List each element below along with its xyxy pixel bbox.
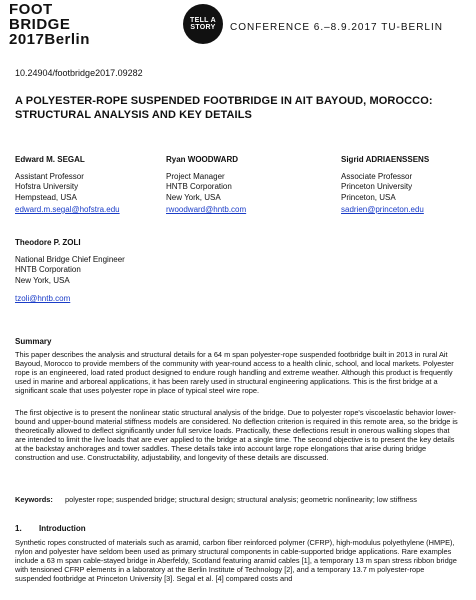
- paper-title: A POLYESTER-ROPE SUSPENDED FOOTBRIDGE IN AIT BAYOUD, MOROCCO: STRUCTURAL ANALYSIS AND KEY DETAILS: [15, 95, 433, 121]
- author-email-link[interactable]: rwoodward@hntb.com: [166, 205, 247, 214]
- section-title: Introduction: [39, 524, 86, 533]
- author-org: Princeton University: [341, 182, 413, 191]
- author-block: [341, 155, 429, 216]
- doi: 10.24904/footbridge2017.09282: [15, 68, 143, 78]
- author-org: HNTB Corporation: [166, 182, 232, 191]
- author-name: Edward M. SEGAL: [15, 155, 85, 164]
- author-email-link[interactable]: edward.m.segal@hofstra.edu: [15, 205, 120, 214]
- author-block: [166, 155, 246, 216]
- author-org: HNTB Corporation: [15, 265, 81, 274]
- tell-a-story-badge: [183, 4, 223, 44]
- author-name: Sigrid ADRIAENSSENS: [341, 155, 430, 164]
- introduction-paragraph: Synthetic ropes constructed of materials such as aramid, carbon fiber reinforced polymer (CFRP), high-modulus polyethylene (HMPE), nylon and polyester have seldom been used as primary structural components in cable-supported bridge applications. Rare examples include a 63 m span cable-stayed bridge in Aberfeldy, Scotland featuring aramid cables [1], a temporary 13 m span stress ribbon bridge with tensioned CFRP elements in a laboratory at the Berlin Institute of Technology [2], and a temporary 13.7 m polyester-rope suspended footbridge at Princeton University [3]. Segal et al. [4] compared costs and: [15, 538, 457, 584]
- keywords-text: polyester rope; suspended bridge; structural design; structural analysis; geometric nonlinearity; low stiffness: [65, 495, 417, 504]
- summary-paragraph-2: The first objective is to present the nonlinear static structural analysis of the bridge. Due to polyester rope's viscoelastic behavior lower-bound and upper-bound material stiffness models are considered. No deflection criterion is required in this remote area, so the bridge is theoretically allowed to deflect significantly under full service loads. Practically, these deflections result in onerous walking slopes that are intended to limit the live loads that are ever applied to the bridge at a single time. The second objective is to present the key details at the backstay anchorages and tower saddles. These details take into account large rope elongations that arise during bridge construction and use. Constructability, adjustability, and longevity of these details are discussed.: [15, 408, 458, 463]
- author-role: Assistant Professor: [15, 171, 84, 181]
- logo-line-2: BRIDGE: [9, 16, 71, 33]
- author-block: [15, 238, 125, 305]
- section-number: 1.: [15, 524, 22, 533]
- conference-logo: [9, 2, 90, 47]
- logo-line-3: 2017Berlin: [9, 31, 90, 48]
- author-city: Hempstead, USA: [15, 192, 77, 202]
- author-name: Theodore P. ZOLI: [15, 238, 81, 247]
- author-name: Ryan WOODWARD: [166, 155, 238, 164]
- logo-line-1: FOOT: [9, 1, 53, 18]
- author-email-link[interactable]: tzoli@hntb.com: [15, 294, 71, 303]
- author-city: Princeton, USA: [341, 192, 396, 202]
- badge-line-1: TELL A: [190, 17, 216, 24]
- author-org: Hofstra University: [15, 182, 79, 191]
- conference-dates: CONFERENCE 6.–8.9.2017 TU-BERLIN: [230, 22, 443, 33]
- author-role: National Bridge Chief Engineer: [15, 254, 125, 264]
- keywords-label: Keywords:: [15, 495, 53, 504]
- author-block: [15, 155, 120, 216]
- summary-heading: Summary: [15, 337, 52, 346]
- author-role: Associate Professor: [341, 171, 413, 181]
- summary-paragraph-1: This paper describes the analysis and structural details for a 64 m span polyester-rope suspended footbridge built in 2013 in rural Ait Bayoud, Morocco to provide members of the community with year-round access to a health clinic, school, and local markets. Polyester rope is an engineered, load rated product designed to endure rough handling and extreme weather. Although this product is frequently used in marine and arboreal applications, it has been rarely used in structural engineering applications. This is the first bridge at a significant scale that uses polyester rope in place of typical steel wire rope.: [15, 350, 454, 396]
- author-city: New York, USA: [15, 275, 70, 285]
- badge-line-2: STORY: [190, 24, 216, 31]
- keywords: [15, 495, 461, 504]
- author-email-link[interactable]: sadrien@princeton.edu: [341, 205, 424, 214]
- author-city: New York, USA: [166, 192, 221, 202]
- introduction-heading: [15, 524, 86, 533]
- author-role: Project Manager: [166, 171, 225, 181]
